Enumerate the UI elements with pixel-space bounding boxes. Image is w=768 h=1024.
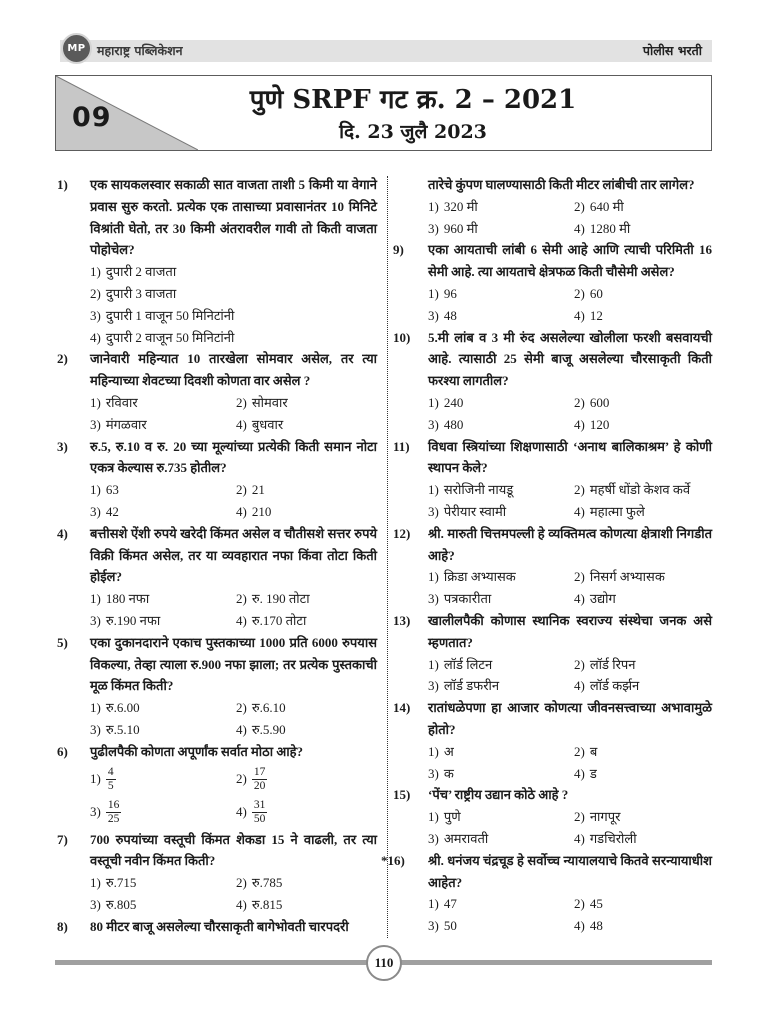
option-text: 63 [105,482,119,498]
option-item [574,501,712,523]
option-item [574,196,712,218]
options-list [428,741,712,785]
option-text: अमरावती [443,830,489,846]
question-number: 5) [57,634,68,650]
question-number: 1) [57,177,68,192]
question-text: खालीलपैकी कोणास स्थानिक स्वराज्य संस्थेचा जनक असे म्हणतात? [428,612,712,650]
question-block [55,916,377,938]
option-text: 640 मी [589,198,624,214]
fraction [252,766,268,793]
option-text: रु.5.90 [251,721,286,737]
question-text: रातांधळेपणा हा आजार कोणत्या जीवनसत्त्वाच्या अभावामुळे होतो? [428,700,712,737]
publisher-logo [61,33,92,64]
question-number: 8) [57,918,68,934]
option-item [236,697,377,719]
option-item [428,392,574,414]
question-text: 5.मी लांब व 3 मी रुंद असलेल्या खोलीला फरशी बसवायची आहे. त्यासाठी 25 सेमी बाजू असलेल्या चौरसाकृती किती फरश्या लागतील? [428,329,712,389]
option-item [574,588,712,610]
option-text: लॉर्ड लिटन [443,656,493,672]
option-item [574,305,712,327]
question-block [55,348,377,435]
option-text: रु.715 [105,875,137,891]
question-text: श्री. धनंजय चंद्रचूड हे सर्वोच्च न्यायालयाचे कितवे सरन्यायाधीश आहेत? [428,852,712,890]
option-number: 1) [90,875,101,891]
option-number: 4) [574,220,585,236]
option-number: 3) [428,918,439,934]
option-text: 96 [443,285,457,301]
option-text: लॉर्ड रिपन [589,656,636,672]
option-item [90,305,377,327]
option-item [236,796,377,829]
option-number: 2) [574,809,585,825]
option-number: 2) [574,394,585,410]
options-list [90,872,377,916]
option-item [428,828,574,850]
option-text: रु.6.10 [251,700,286,716]
option-text: 48 [589,918,603,934]
question-block [391,436,712,523]
options-list [90,588,377,632]
logo-monogram: MP [67,43,86,54]
option-number: 1) [428,198,439,214]
option-number: 4) [90,329,101,345]
question-block [55,829,377,916]
option-item [90,796,236,829]
fraction-numerator: 31 [253,798,266,811]
option-number: 2) [574,656,585,672]
option-item [236,501,377,523]
option-text: पुणे [443,809,461,825]
option-item [90,501,236,523]
options-list [428,806,712,850]
option-text: रु.805 [105,896,137,912]
option-item [574,806,712,828]
option-item [90,479,236,501]
question-block [55,632,377,741]
option-item [574,828,712,850]
question-number: 14) [393,700,411,716]
question-number: 10) [393,329,411,345]
question-block [391,523,712,610]
question-number: 9) [393,242,404,258]
option-number: 1) [428,285,439,301]
option-text: दुपारी 2 वाजून 50 मिनिटांनी [105,329,235,345]
option-number: 1) [428,809,439,825]
option-number: 3) [428,220,439,236]
option-text: 50 [443,918,457,934]
option-text: रु.190 नफा [105,612,161,628]
page-number: 110 [374,955,394,970]
option-item [428,741,574,763]
option-number: 4) [574,591,585,607]
option-number: 3) [428,307,439,323]
option-text: 45 [589,896,603,912]
option-text: ब [589,743,598,759]
options-list [428,196,712,240]
fraction [252,799,268,826]
option-number: 2) [236,482,247,498]
option-number: 4) [574,678,585,694]
option-text: 1280 मी [589,220,631,236]
option-item [428,479,574,501]
option-text: पत्रकारीता [443,591,492,607]
option-item [90,894,236,916]
option-number: 3) [428,678,439,694]
option-item [428,501,574,523]
options-list [90,763,377,829]
option-item [428,806,574,828]
option-text: रविवार [105,394,138,410]
question-number: 13) [393,612,411,628]
question-continuation [391,174,712,239]
option-item [428,305,574,327]
question-number: *16) [381,852,405,868]
question-number: 12) [393,525,411,541]
option-number: 1) [428,482,439,498]
left-question-column [55,174,377,938]
option-text: 210 [251,503,272,519]
paper-number: 09 [72,102,112,133]
option-item [428,283,574,305]
option-number: 1) [428,656,439,672]
option-item [574,479,712,501]
option-text: 480 [443,416,464,432]
option-text: 12 [589,307,603,323]
option-item [574,654,712,676]
option-item [428,915,574,937]
question-number: 4) [57,525,68,541]
option-item [574,414,712,436]
option-text: नागपूर [589,809,621,825]
option-text: 47 [443,896,457,912]
option-text: 21 [251,482,265,498]
option-text: 60 [589,285,603,301]
option-text: महर्षी धोंडो केशव कर्वे [589,482,691,498]
option-number: 2) [236,875,247,891]
option-item [236,479,377,501]
question-block [391,784,712,849]
option-number: 3) [428,765,439,781]
column-divider [387,176,388,938]
question-text: श्री. मारुती चित्तमपल्ली हे व्यक्तिमत्व कोणत्या क्षेत्राशी निगडीत आहे? [428,525,712,563]
option-number: 1) [428,569,439,585]
right-question-column [381,174,712,937]
option-item [90,763,236,796]
question-text: रु.5, रु.10 व रु. 20 च्या मूल्यांच्या प्रत्येकी किती समान नोटा एकत्र केल्यास रु.735 होतील? [90,438,377,476]
option-number: 1) [90,700,101,716]
option-item [236,719,377,741]
question-block [381,850,712,937]
option-number: 3) [428,830,439,846]
option-text: महात्मा फुले [589,503,645,519]
option-number: 2) [574,482,585,498]
option-text: क्रिडा अभ्यासक [443,569,516,585]
option-item [574,392,712,414]
option-item [574,915,712,937]
option-item [428,763,574,785]
option-number: 1) [90,482,101,498]
option-item [574,893,712,915]
options-list [428,283,712,327]
question-text: ‘पेंच’ राष्ट्रीय उद्यान कोठे आहे ? [428,787,569,803]
option-item [236,414,377,436]
option-number: 4) [574,503,585,519]
option-text: रु.785 [251,875,283,891]
question-text: एका दुकानदाराने एकाच पुस्तकाच्या 1000 प्रति 6000 रुपयास विकल्या, तेव्हा त्याला रु.900 नफा झाला; तर प्रत्येक पुस्तकाची मूळ किंमत किती? [90,634,377,694]
option-text: 600 [589,394,610,410]
page-number-badge [366,945,402,981]
question-block [391,327,712,436]
options-list [428,566,712,610]
options-list [90,697,377,741]
option-text: 48 [443,307,457,323]
question-text: पुढीलपैकी कोणता अपूर्णांक सर्वात मोठा आहे? [90,743,304,759]
option-number: 4) [236,721,247,737]
question-block [55,174,377,348]
option-item [236,610,377,632]
option-item [236,763,377,796]
question-number: 11) [393,438,410,454]
fraction-numerator: 16 [107,798,120,811]
option-number: 2) [90,285,101,301]
option-number: 3) [428,591,439,607]
option-item [428,654,574,676]
option-number: 2) [574,569,585,585]
question-block [55,741,377,829]
option-text: दुपारी 2 वाजता [105,264,177,280]
question-text: तारेचे कुंपण घालण्यासाठी किती मीटर लांबीची तार लागेल? [428,177,695,192]
option-number: 4) [574,918,585,934]
fraction-denominator: 25 [107,812,120,825]
option-number: 1) [428,896,439,912]
question-number: 2) [57,351,68,367]
question-block [391,239,712,326]
question-number: 6) [57,743,68,759]
option-number: 2) [236,700,247,716]
fraction-numerator: 17 [253,765,266,778]
option-text: निसर्ग अभ्यासक [589,569,665,585]
question-text: एक सायकलस्वार सकाळी सात वाजता ताशी 5 किमी या वेगाने प्रवास सुरु करतो. प्रत्येक एक तासाच्या प्रवासानंतर 10 मिनिटे विश्रांती घेतो, तर 30 किमी अंतरावरील गावी तो किती वाजता पोहोचेल? [90,177,377,258]
option-text: 960 मी [443,220,478,236]
options-list [428,654,712,698]
option-number: 1) [90,264,101,280]
option-number: 3) [428,416,439,432]
option-number: 4) [236,612,247,628]
option-number: 1) [90,771,101,787]
option-text: रु. 190 तोटा [251,591,310,607]
option-number: 3) [90,804,101,820]
options-list [90,392,377,436]
question-block [391,697,712,784]
option-number: 2) [236,591,247,607]
options-list [90,479,377,523]
paper-date: दि. 23 जुलै 2023 [339,121,487,143]
options-list [428,479,712,523]
option-text: 42 [105,503,119,519]
option-number: 2) [574,743,585,759]
option-item [428,218,574,240]
option-number: 4) [574,830,585,846]
option-number: 1) [90,591,101,607]
option-text: ड [589,765,597,781]
option-text: पेरीयार स्वामी [443,503,507,519]
option-item [574,566,712,588]
option-item [428,675,574,697]
option-number: 4) [574,307,585,323]
option-item [90,610,236,632]
question-text: 700 रुपयांच्या वस्तूची किंमत शेकडा 15 ने वाढली, तर त्या वस्तूची नवीन किंमत किती? [90,831,377,869]
question-block [55,523,377,632]
option-number: 2) [574,896,585,912]
option-number: 3) [90,896,101,912]
option-item [574,675,712,697]
option-item [90,283,377,305]
question-text: जानेवारी महिन्यात 10 तारखेला सोमवार असेल, तर त्या महिन्याच्या शेवटच्या दिवशी कोणता वार असेल ? [90,351,377,389]
fraction-numerator: 4 [107,765,114,778]
option-number: 2) [236,394,247,410]
option-number: 2) [574,285,585,301]
question-text: बत्तीसशे ऐंशी रुपये खरेदी किंमत असेल व चौतीसशे सत्तर रुपये विक्री किंमत असेल, तर या व्यवहारात नफा किंवा तोटा किती होईल? [90,525,377,585]
option-item [574,741,712,763]
option-item [574,218,712,240]
option-item [428,196,574,218]
option-number: 4) [574,416,585,432]
publisher-name: महाराष्ट्र पब्लिकेशन [97,43,183,58]
option-number: 1) [428,394,439,410]
option-text: अ [443,743,454,759]
options-list [428,893,712,937]
question-number: 15) [393,787,411,803]
paper-heading: पुणे SRPF गट क्र. 2 – 2021 [249,85,577,115]
option-item [428,893,574,915]
option-number: 4) [236,503,247,519]
option-number: 3) [428,503,439,519]
option-text: 240 [443,394,464,410]
option-text: रु.5.10 [105,721,140,737]
option-text: रु.170 तोटा [251,612,307,628]
option-number: 4) [574,765,585,781]
option-item [90,697,236,719]
option-item [574,283,712,305]
book-category: पोलीस भरती [642,43,702,58]
fraction-denominator: 5 [107,779,114,792]
option-item [90,872,236,894]
option-item [428,588,574,610]
option-text: 320 मी [443,198,478,214]
question-block [55,436,377,523]
option-item [90,414,236,436]
option-number: 3) [90,503,101,519]
option-item [90,261,377,283]
option-text: रु.815 [251,896,283,912]
question-number: 3) [57,438,68,454]
option-number: 1) [428,743,439,759]
option-item [90,327,377,349]
option-number: 1) [90,394,101,410]
option-text: 120 [589,416,610,432]
option-item [236,588,377,610]
option-text: दुपारी 3 वाजता [105,285,177,301]
option-number: 4) [236,804,247,820]
fraction-denominator: 50 [253,812,266,825]
options-list [428,392,712,436]
question-block [391,610,712,697]
option-item [90,719,236,741]
option-text: रु.6.00 [105,700,140,716]
option-text: बुधवार [251,416,284,432]
fraction [106,766,116,793]
option-number: 4) [236,416,247,432]
fraction [106,799,122,826]
option-item [90,588,236,610]
option-text: दुपारी 1 वाजून 50 मिनिटांनी [105,307,235,323]
option-item [428,566,574,588]
option-item [574,763,712,785]
option-number: 4) [236,896,247,912]
option-number: 3) [90,307,101,323]
option-number: 3) [90,612,101,628]
option-text: 180 नफा [105,591,150,607]
option-number: 3) [90,721,101,737]
option-text: लॉर्ड डफरीन [443,678,500,694]
question-number: 7) [57,831,68,847]
option-item [428,414,574,436]
option-text: उद्योग [589,591,616,607]
fraction-denominator: 20 [253,779,266,792]
option-item [236,872,377,894]
option-text: सोमवार [251,394,288,410]
question-text: एका आयताची लांबी 6 सेमी आहे आणि त्याची परिमिती 16 सेमी आहे. त्या आयताचे क्षेत्रफळ किती चौसेमी असेल? [428,242,712,280]
option-text: मंगळवार [105,416,147,432]
option-number: 2) [574,198,585,214]
option-text: क [443,765,454,781]
question-text: विधवा स्त्रियांच्या शिक्षणासाठी ‘अनाथ बालिकाश्रम’ हे कोणी स्थापन केले? [428,438,712,476]
option-item [236,392,377,414]
option-text: गडचिरोली [589,830,637,846]
option-text: लॉर्ड कर्झन [589,678,640,694]
option-number: 3) [90,416,101,432]
option-item [90,392,236,414]
options-list [90,261,377,348]
option-item [236,894,377,916]
question-text: 80 मीटर बाजू असलेल्या चौरसाकृती बागेभोवती चारपदरी [90,918,349,934]
option-number: 2) [236,771,247,787]
option-text: सरोजिनी नायडू [443,482,514,498]
